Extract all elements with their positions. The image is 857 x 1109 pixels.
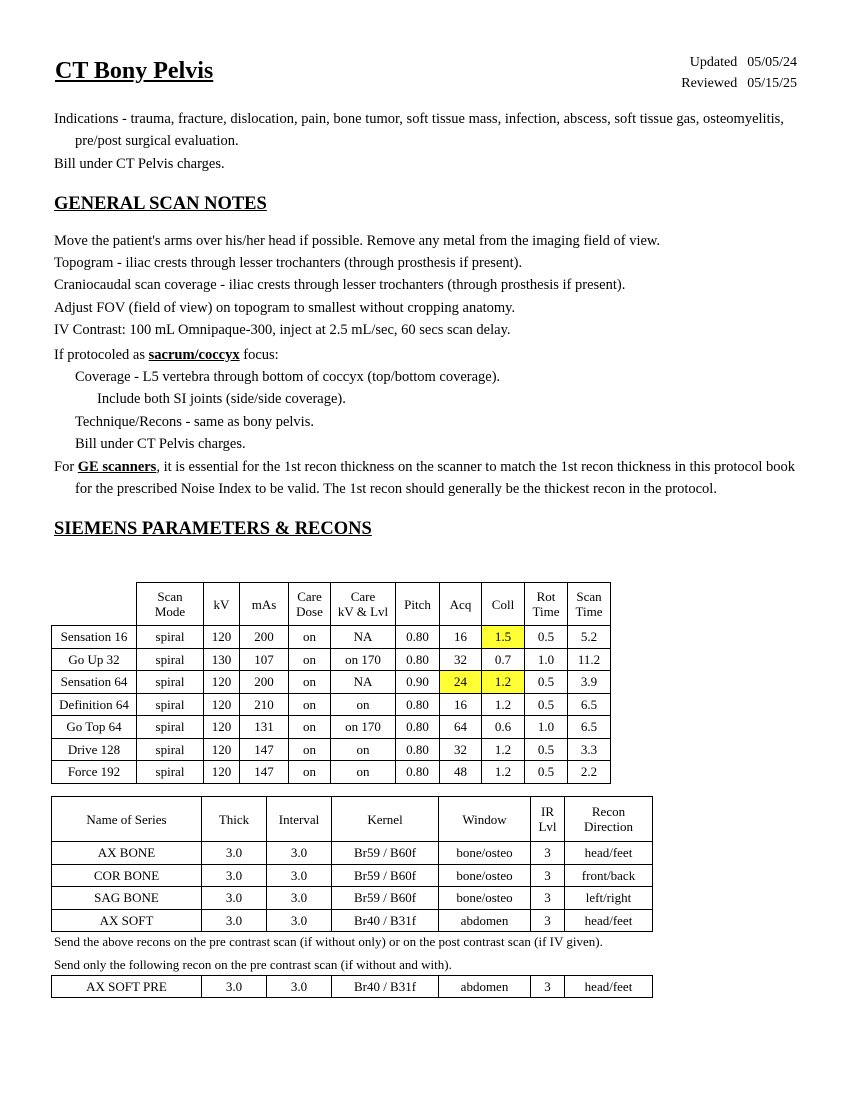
col-scan-mode: Scan Mode <box>137 583 204 626</box>
col-coll: Coll <box>482 583 525 626</box>
col-acq: Acq <box>440 583 482 626</box>
col-ir-level: IR Lvl <box>531 797 565 842</box>
pre-contrast-recon-table <box>51 975 653 998</box>
col-series-name: Name of Series <box>52 797 202 842</box>
revision-info <box>681 52 797 94</box>
table-row: AX BONE 3.0 3.0 Br59 / B60f bone/osteo 3 head/feet <box>52 842 653 865</box>
billing-note: Bill under CT Pelvis charges. <box>54 155 225 172</box>
general-notes-list <box>54 230 814 342</box>
col-care-dose: Care Dose <box>289 583 331 626</box>
col-mas: mAs <box>240 583 289 626</box>
protocol-body <box>54 108 814 540</box>
table-row: Go Up 32 spiral 130 107 on on 170 0.80 32 0.7 1.0 11.2 <box>52 648 611 671</box>
sacrum-billing: Bill under CT Pelvis charges. <box>75 436 246 453</box>
indications-text: Indications - trauma, fracture, dislocation, pain, bone tumor, soft tissue mass, infection, abscess, soft tissue gas, osteomyelitis, pre/post surgical evaluation. <box>54 111 784 150</box>
note-line: Move the patient's arms over his/her head if possible. Remove any metal from the imaging field of view. <box>54 232 661 249</box>
scan-parameters-table <box>51 582 611 784</box>
highlighted-cell: 24 <box>440 671 482 694</box>
page-title: CT Bony Pelvis <box>55 58 214 84</box>
table-row: AX SOFT PRE 3.0 3.0 Br40 / B31f abdomen 3 head/feet <box>52 976 653 998</box>
siemens-heading: SIEMENS PARAMETERS & RECONS <box>54 518 372 539</box>
highlighted-cell: 1.5 <box>482 626 525 649</box>
col-kv: kV <box>204 583 240 626</box>
sacrum-term: sacrum/coccyx <box>148 346 240 363</box>
recon-note-pre: Send only the following recon on the pre contrast scan (if without and with). <box>54 957 452 972</box>
table-row: AX SOFT 3.0 3.0 Br40 / B31f abdomen 3 head/feet <box>52 909 653 932</box>
table-row: Force 192 spiral 120 147 on on 0.80 48 1.2 0.5 2.2 <box>52 761 611 784</box>
ge-scanner-note: For GE scanners, it is essential for the 1st recon thickness on the scanner to match the 1st recon thickness in this protocol book for the prescribed Noise Index to be valid. The 1st recon should generally be the thickest recon in the protocol. <box>54 458 795 498</box>
recon-note-above: Send the above recons on the pre contrast scan (if without only) or on the post contrast scan (if IV given). <box>54 934 603 949</box>
table-row: Definition 64 spiral 120 210 on on 0.80 16 1.2 0.5 6.5 <box>52 693 611 716</box>
col-window: Window <box>439 797 531 842</box>
col-rot-time: Rot Time <box>525 583 568 626</box>
general-notes-heading: GENERAL SCAN NOTES <box>54 194 267 215</box>
table-header-row <box>52 797 653 842</box>
updated-label: Updated <box>689 55 738 70</box>
sacrum-technique: Technique/Recons - same as bony pelvis. <box>75 413 314 430</box>
col-recon-direction: Recon Direction <box>565 797 653 842</box>
table-row: Sensation 64 spiral 120 200 on NA 0.90 24 1.2 0.5 3.9 <box>52 671 611 694</box>
reviewed-date: 05/15/25 <box>747 76 797 91</box>
col-care-kv: Care kV & Lvl <box>331 583 396 626</box>
highlighted-cell: 1.2 <box>482 671 525 694</box>
col-scan-time: Scan Time <box>568 583 611 626</box>
col-thick: Thick <box>202 797 267 842</box>
updated-date: 05/05/24 <box>747 55 797 70</box>
table-row: SAG BONE 3.0 3.0 Br59 / B60f bone/osteo 3 left/right <box>52 887 653 910</box>
table-row: Go Top 64 spiral 120 131 on on 170 0.80 64 0.6 1.0 6.5 <box>52 716 611 739</box>
sacrum-coverage: Coverage - L5 vertebra through bottom of coccyx (top/bottom coverage). <box>75 369 501 386</box>
col-kernel: Kernel <box>332 797 439 842</box>
note-line: Adjust FOV (field of view) on topogram to smallest without cropping anatomy. <box>54 299 516 316</box>
col-pitch: Pitch <box>396 583 440 626</box>
table-row: COR BONE 3.0 3.0 Br59 / B60f bone/osteo 3 front/back <box>52 864 653 887</box>
recons-table <box>51 796 653 932</box>
note-line: IV Contrast: 100 mL Omnipaque-300, inject at 2.5 mL/sec, 60 secs scan delay. <box>54 322 511 339</box>
reviewed-label: Reviewed <box>681 76 738 91</box>
table-row: Sensation 16 spiral 120 200 on NA 0.80 16 1.5 0.5 5.2 <box>52 626 611 649</box>
table-header-row <box>52 583 611 626</box>
sacrum-intro: If protocoled as sacrum/coccyx focus: <box>54 346 279 363</box>
ge-scanners-term: GE scanners <box>77 458 157 475</box>
note-line: Topogram - iliac crests through lesser trochanters (through prosthesis if present). <box>54 255 523 272</box>
col-interval: Interval <box>267 797 332 842</box>
table-row: Drive 128 spiral 120 147 on on 0.80 32 1.2 0.5 3.3 <box>52 738 611 761</box>
sacrum-si-joints: Include both SI joints (side/side coverage). <box>97 391 346 408</box>
note-line: Craniocaudal scan coverage - iliac crests through lesser trochanters (through prosthesis if present). <box>54 277 626 294</box>
